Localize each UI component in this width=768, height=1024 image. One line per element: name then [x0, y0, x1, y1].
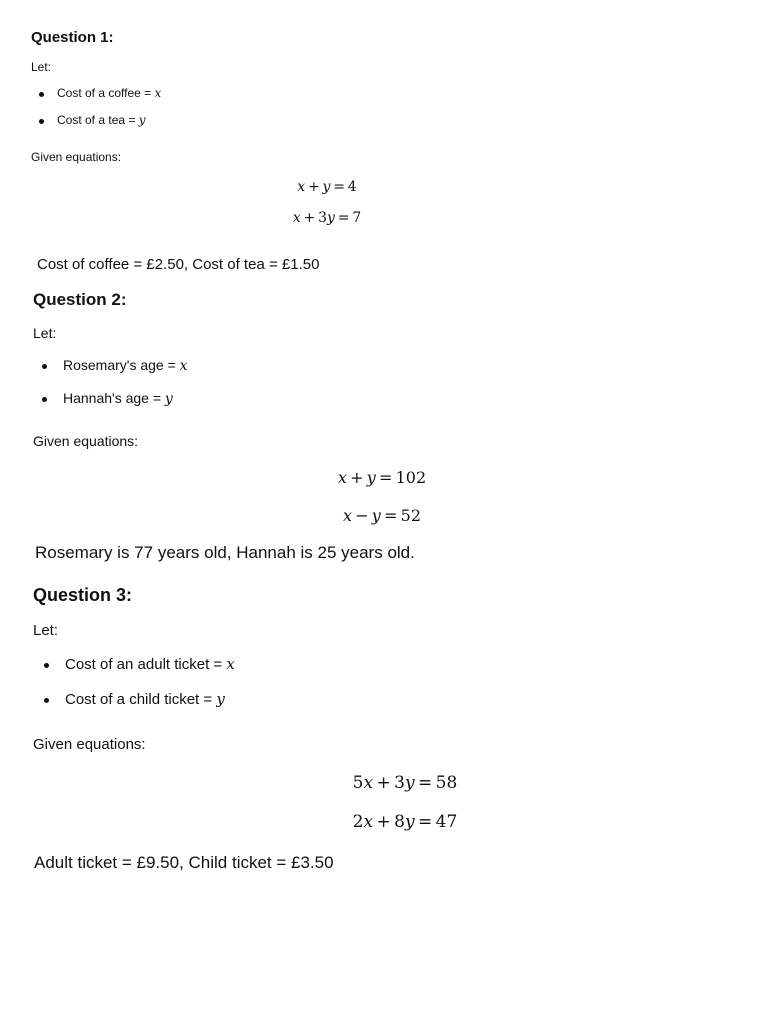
variable-definition	[65, 690, 225, 708]
let-label: Let:	[33, 325, 57, 341]
definition-text: Cost of a tea =	[57, 113, 139, 127]
let-label: Let:	[33, 622, 59, 639]
equation: x + y = 102	[337, 468, 427, 487]
question-heading: Question 3:	[33, 585, 133, 605]
equation: x + y = 4	[297, 179, 357, 195]
answer-text: Cost of coffee = £2.50, Cost of tea = £1.50	[37, 256, 320, 273]
variable-symbol: y	[138, 113, 146, 127]
answer-text: Rosemary is 77 years old, Hannah is 25 years old.	[35, 543, 415, 562]
question-heading: Question 1:	[31, 29, 114, 46]
bullet-icon	[42, 397, 47, 402]
bullet-icon	[44, 698, 49, 703]
equation: 5x + 3y = 58	[352, 773, 458, 793]
equation: x + 3y = 7	[292, 210, 362, 226]
equation: x − y = 52	[342, 506, 422, 525]
definition-text: Cost of a coffee =	[57, 86, 155, 100]
question-heading: Question 2:	[33, 290, 127, 309]
equation: 2x + 8y = 47	[352, 812, 458, 832]
variable-definition	[65, 655, 235, 673]
variable-definition	[57, 113, 146, 127]
bullet-icon	[44, 663, 49, 668]
bullet-icon	[42, 364, 47, 369]
given-equations-label: Given equations:	[33, 433, 139, 449]
variable-symbol: x	[226, 655, 235, 673]
variable-definition	[63, 357, 188, 374]
answer-text: Adult ticket = £9.50, Child ticket = £3.50	[34, 853, 334, 872]
given-equations-label: Given equations:	[31, 150, 122, 164]
definition-text: Rosemary's age =	[63, 357, 180, 373]
bullet-icon	[39, 92, 44, 97]
variable-symbol: x	[154, 86, 162, 100]
variable-symbol: y	[216, 690, 225, 708]
definition-text: Hannah's age =	[63, 390, 165, 406]
definition-text: Cost of a child ticket =	[65, 691, 217, 708]
let-label: Let:	[31, 60, 52, 74]
variable-definition	[63, 390, 173, 407]
variable-symbol: y	[164, 391, 173, 407]
definition-text: Cost of an adult ticket =	[65, 656, 227, 673]
bullet-icon	[39, 119, 44, 124]
variable-symbol: x	[179, 358, 188, 374]
given-equations-label: Given equations:	[33, 736, 146, 753]
variable-definition	[57, 86, 161, 100]
